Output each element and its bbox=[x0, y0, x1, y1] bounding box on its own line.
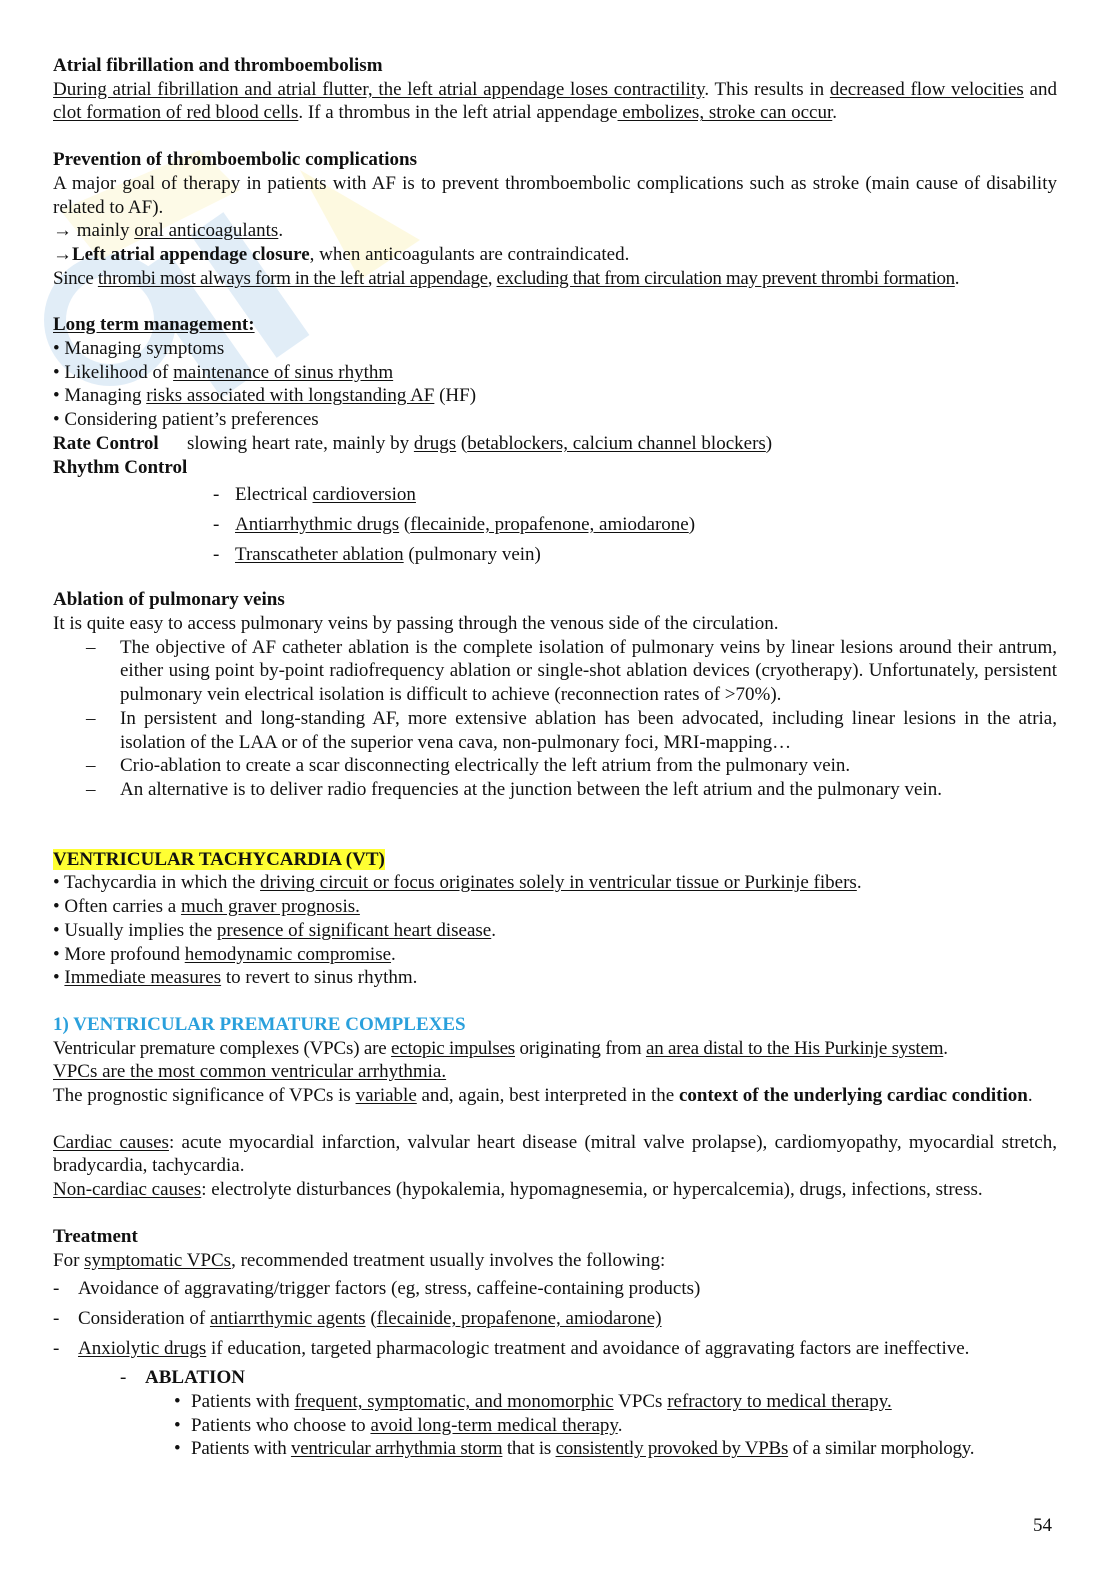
rate-control-row bbox=[53, 432, 1057, 456]
rhythm-control-label: Rhythm Control bbox=[53, 456, 188, 478]
section-title-ablation-pv: Ablation of pulmonary veins bbox=[53, 589, 285, 611]
rate-control-label: Rate Control bbox=[53, 432, 159, 454]
noncardiac-causes: Non-cardiac causes: electrolyte disturbances (hypokalemia, hypomagnesemia, or hypercalcemia), drugs, infections, stress. bbox=[53, 1179, 983, 1201]
list-item: - Anxiolytic drugs if education, targeted pharmacologic treatment and avoidance of aggravating factors are ineffective. bbox=[53, 1337, 970, 1359]
longterm-bullet: • Likelihood of maintenance of sinus rhythm bbox=[53, 361, 394, 383]
rate-control-text: slowing heart rate, mainly by drugs (betablockers, calcium channel blockers) bbox=[187, 432, 773, 454]
list-item: - Transcatheter ablation (pulmonary vein) bbox=[213, 543, 541, 565]
list-item: - Antiarrhythmic drugs (flecainide, propafenone, amiodarone) bbox=[213, 513, 696, 535]
rhythm-control-list bbox=[213, 483, 1057, 566]
af-thromboembolism-paragraph: During atrial fibrillation and atrial flutter, the left atrial appendage loses contractility. This results in decreased flow velocities and clot formation of red blood cells. If a thrombus in the left atrial appendage embolizes, stroke can occur. bbox=[53, 78, 1057, 124]
list-item: • Patients with ventricular arrhythmia storm that is consistently provoked by VPBs of a similar morphology. bbox=[174, 1438, 975, 1460]
list-item: – In persistent and long-standing AF, more extensive ablation has been advocated, including linear lesions in the atria, isolation of the LAA or of the superior vena cava, non-pulmonary foci, MRI-mapping… bbox=[86, 707, 1057, 753]
vt-bullet: • Usually implies the presence of significant heart disease. bbox=[53, 919, 496, 941]
list-item: • Patients who choose to avoid long-term medical therapy. bbox=[174, 1414, 623, 1436]
list-item: – The objective of AF catheter ablation is the complete isolation of pulmonary veins by linear lesions around their antrum, either using point by-point radiofrequency ablation or single-shot ablation devices (cryotherapy). Unfortunately, persistent pulmonary vein electrical isolation is difficult to achieve (reconnection rates of >70%). bbox=[86, 636, 1057, 706]
prevention-arrow-anticoagulants: → mainly oral anticoagulants. bbox=[53, 220, 284, 242]
section-title-long-term: Long term management: bbox=[53, 314, 255, 336]
longterm-bullet: • Managing symptoms bbox=[53, 338, 225, 360]
section-title-vpc: 1) VENTRICULAR PREMATURE COMPLEXES bbox=[53, 1013, 466, 1035]
vt-bullet: • More profound hemodynamic compromise. bbox=[53, 943, 396, 965]
prevention-since-paragraph: Since thrombi most always form in the left atrial appendage, excluding that from circulation may prevent thrombi formation. bbox=[53, 267, 960, 289]
section-title-treatment: Treatment bbox=[53, 1225, 138, 1247]
section-title-af-thromboembolism: Atrial fibrillation and thromboembolism bbox=[53, 55, 383, 76]
longterm-bullet: • Considering patient’s preferences bbox=[53, 409, 319, 431]
list-item: - Avoidance of aggravating/trigger factors (eg, stress, caffeine-containing products) bbox=[53, 1278, 701, 1300]
vpc-paragraph-1: Ventricular premature complexes (VPCs) are ectopic impulses originating from an area distal to the His Purkinje system. bbox=[53, 1037, 948, 1059]
vt-bullet: • Immediate measures to revert to sinus rhythm. bbox=[53, 967, 418, 989]
page-number: 54 bbox=[1033, 1515, 1052, 1536]
ablation-subheading: - ABLATION bbox=[120, 1367, 245, 1389]
cardiac-causes: Cardiac causes: acute myocardial infarction, valvular heart disease (mitral valve prolapse), cardiomyopathy, myocardial stretch, bradycardia, tachycardia. bbox=[53, 1131, 1057, 1177]
ablation-indications-list bbox=[174, 1390, 1057, 1461]
vpc-paragraph-2: The prognostic significance of VPCs is variable and, again, best interpreted in the context of the underlying cardiac condition. bbox=[53, 1085, 1033, 1107]
ablation-intro: It is quite easy to access pulmonary veins by passing through the venous side of the circulation. bbox=[53, 613, 779, 635]
section-title-vt: VENTRICULAR TACHYCARDIA (VT) bbox=[53, 848, 385, 870]
prevention-paragraph: A major goal of therapy in patients with AF is to prevent thromboembolic complications such as stroke (main cause of disability related to AF). bbox=[53, 172, 1057, 218]
list-item: • Patients with frequent, symptomatic, and monomorphic VPCs refractory to medical therapy. bbox=[174, 1391, 892, 1413]
vpc-common-statement: VPCs are the most common ventricular arrhythmia. bbox=[53, 1061, 447, 1083]
longterm-bullet: • Managing risks associated with longstanding AF (HF) bbox=[53, 385, 477, 407]
list-item: - Consideration of antiarrthymic agents (flecainide, propafenone, amiodarone) bbox=[53, 1307, 662, 1329]
list-item: - Electrical cardioversion bbox=[213, 484, 416, 506]
ablation-list bbox=[86, 636, 1057, 802]
treatment-intro: For symptomatic VPCs, recommended treatment usually involves the following: bbox=[53, 1249, 666, 1271]
list-item: – An alternative is to deliver radio frequencies at the junction between the left atrium and the pulmonary vein. bbox=[86, 778, 942, 800]
prevention-arrow-appendage-closure: →Left atrial appendage closure, when anticoagulants are contraindicated. bbox=[53, 243, 630, 265]
section-title-prevention: Prevention of thromboembolic complications bbox=[53, 149, 417, 171]
vt-bullet: • Tachycardia in which the driving circuit or focus originates solely in ventricular tissue or Purkinje fibers. bbox=[53, 872, 862, 894]
document-page bbox=[53, 54, 1057, 1461]
list-item: – Crio-ablation to create a scar disconnecting electrically the left atrium from the pulmonary vein. bbox=[86, 755, 851, 777]
vt-bullet: • Often carries a much graver prognosis. bbox=[53, 896, 360, 918]
treatment-list bbox=[53, 1277, 1057, 1360]
